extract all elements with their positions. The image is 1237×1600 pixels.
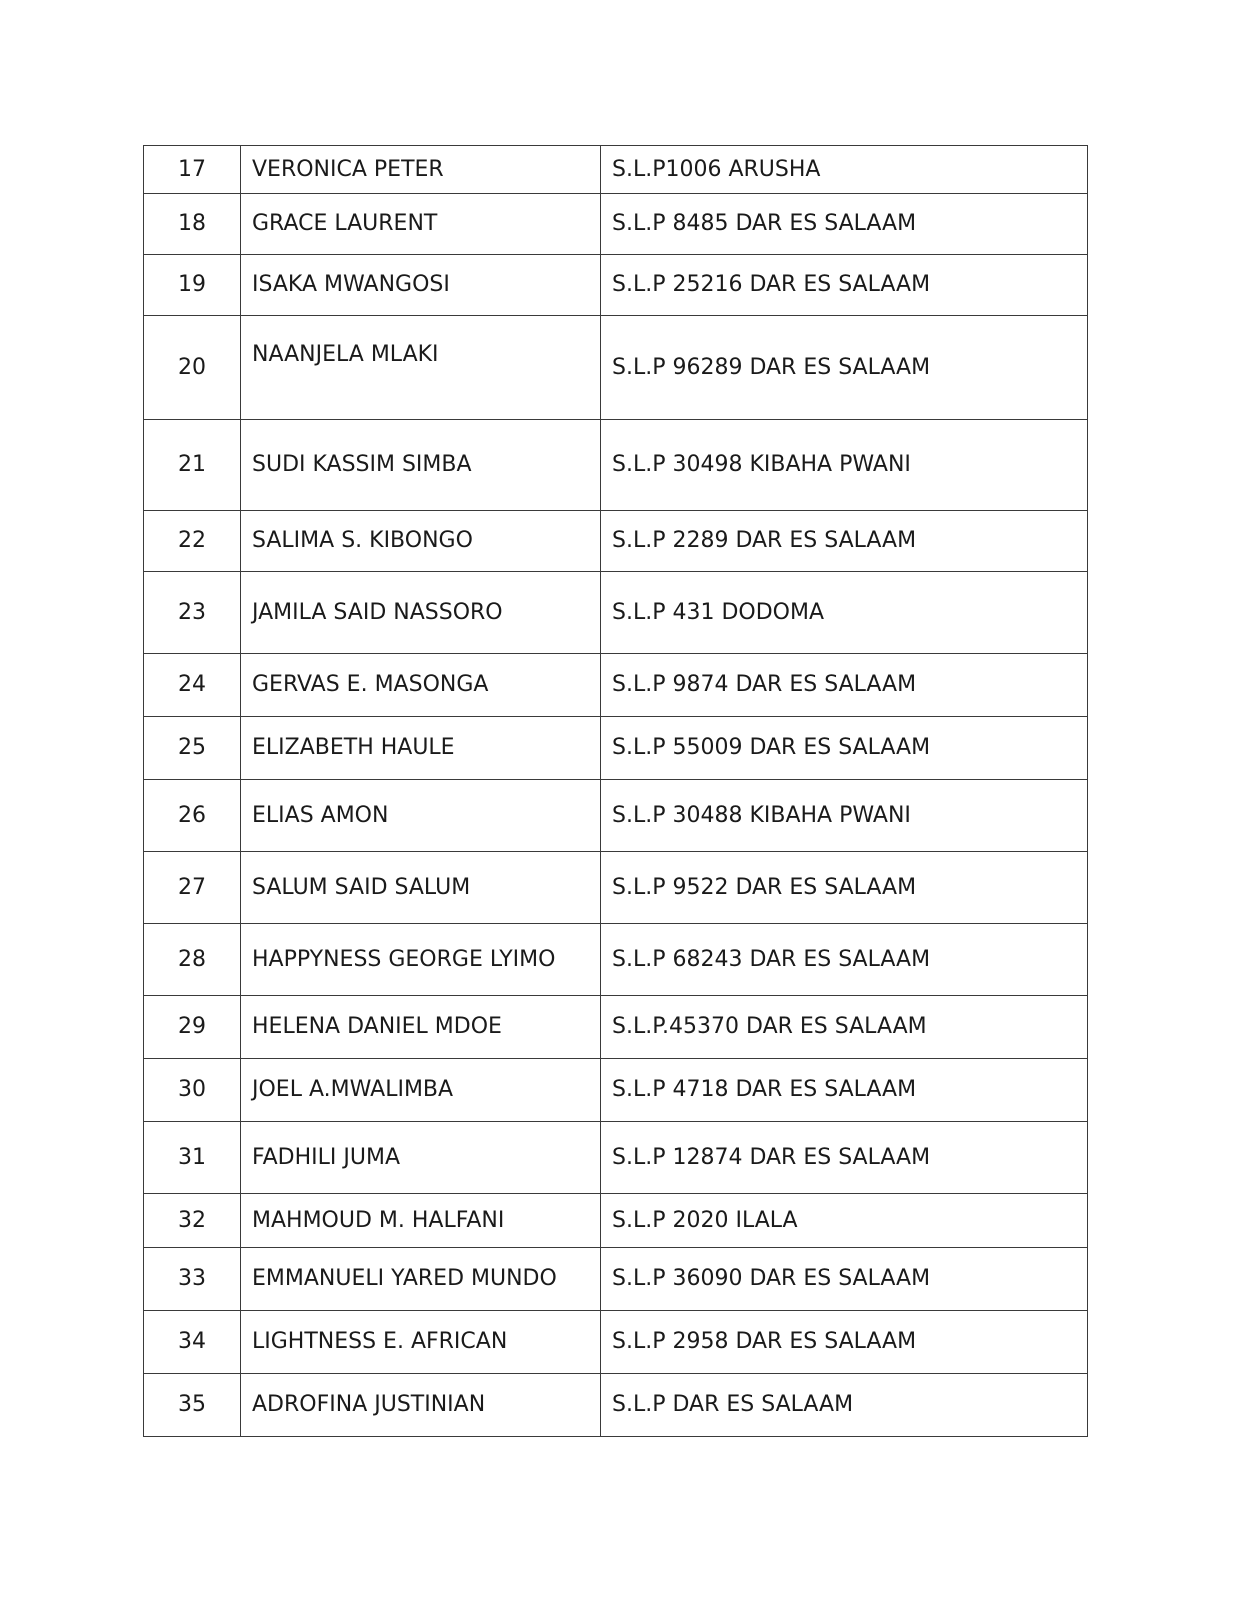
row-number: 30 [144, 1059, 241, 1122]
postal-address: S.L.P 55009 DAR ES SALAAM [601, 717, 1088, 780]
table-row [144, 146, 1088, 194]
row-number: 19 [144, 255, 241, 316]
row-number: 32 [144, 1194, 241, 1248]
row-number: 27 [144, 852, 241, 924]
person-name: MAHMOUD M. HALFANI [241, 1194, 601, 1248]
row-number: 33 [144, 1248, 241, 1311]
table-row [144, 1194, 1088, 1248]
row-number: 21 [144, 420, 241, 511]
postal-address: S.L.P 96289 DAR ES SALAAM [601, 316, 1088, 420]
postal-address: S.L.P 30498 KIBAHA PWANI [601, 420, 1088, 511]
table-row [144, 1311, 1088, 1374]
person-name: JAMILA SAID NASSORO [241, 572, 601, 654]
table-row [144, 255, 1088, 316]
table-row [144, 316, 1088, 420]
person-name: SUDI KASSIM SIMBA [241, 420, 601, 511]
table-row [144, 852, 1088, 924]
person-name: VERONICA PETER [241, 146, 601, 194]
person-name: LIGHTNESS E. AFRICAN [241, 1311, 601, 1374]
postal-address: S.L.P.45370 DAR ES SALAAM [601, 996, 1088, 1059]
row-number: 17 [144, 146, 241, 194]
postal-address: S.L.P 30488 KIBAHA PWANI [601, 780, 1088, 852]
table-row [144, 194, 1088, 255]
table-row [144, 572, 1088, 654]
row-number: 26 [144, 780, 241, 852]
person-name: EMMANUELI YARED MUNDO [241, 1248, 601, 1311]
person-name: SALUM SAID SALUM [241, 852, 601, 924]
postal-address: S.L.P 8485 DAR ES SALAAM [601, 194, 1088, 255]
person-name: SALIMA S. KIBONGO [241, 511, 601, 572]
row-number: 35 [144, 1374, 241, 1437]
person-name: HELENA DANIEL MDOE [241, 996, 601, 1059]
person-name: ISAKA MWANGOSI [241, 255, 601, 316]
postal-address: S.L.P 25216 DAR ES SALAAM [601, 255, 1088, 316]
table-row [144, 1122, 1088, 1194]
table-row [144, 1248, 1088, 1311]
person-name: FADHILI JUMA [241, 1122, 601, 1194]
person-name: GRACE LAURENT [241, 194, 601, 255]
row-number: 22 [144, 511, 241, 572]
person-name: HAPPYNESS GEORGE LYIMO [241, 924, 601, 996]
person-name: NAANJELA MLAKI [241, 316, 601, 420]
postal-address: S.L.P 2289 DAR ES SALAAM [601, 511, 1088, 572]
postal-address: S.L.P 2958 DAR ES SALAAM [601, 1311, 1088, 1374]
row-number: 29 [144, 996, 241, 1059]
postal-address: S.L.P 9874 DAR ES SALAAM [601, 654, 1088, 717]
table-row [144, 780, 1088, 852]
table-row [144, 717, 1088, 780]
postal-address: S.L.P 12874 DAR ES SALAAM [601, 1122, 1088, 1194]
postal-address: S.L.P 4718 DAR ES SALAAM [601, 1059, 1088, 1122]
person-name: GERVAS E. MASONGA [241, 654, 601, 717]
row-number: 18 [144, 194, 241, 255]
postal-address: S.L.P 68243 DAR ES SALAAM [601, 924, 1088, 996]
row-number: 31 [144, 1122, 241, 1194]
address-table [143, 145, 1088, 1437]
table-row [144, 420, 1088, 511]
postal-address: S.L.P 431 DODOMA [601, 572, 1088, 654]
postal-address: S.L.P 36090 DAR ES SALAAM [601, 1248, 1088, 1311]
row-number: 20 [144, 316, 241, 420]
table-row [144, 924, 1088, 996]
table-row [144, 1374, 1088, 1437]
postal-address: S.L.P DAR ES SALAAM [601, 1374, 1088, 1437]
postal-address: S.L.P 9522 DAR ES SALAAM [601, 852, 1088, 924]
postal-address: S.L.P1006 ARUSHA [601, 146, 1088, 194]
row-number: 23 [144, 572, 241, 654]
table-row [144, 511, 1088, 572]
row-number: 28 [144, 924, 241, 996]
table-row [144, 1059, 1088, 1122]
person-name: JOEL A.MWALIMBA [241, 1059, 601, 1122]
person-name: ELIAS AMON [241, 780, 601, 852]
row-number: 34 [144, 1311, 241, 1374]
row-number: 25 [144, 717, 241, 780]
person-name: ELIZABETH HAULE [241, 717, 601, 780]
person-name: ADROFINA JUSTINIAN [241, 1374, 601, 1437]
row-number: 24 [144, 654, 241, 717]
postal-address: S.L.P 2020 ILALA [601, 1194, 1088, 1248]
table-row [144, 996, 1088, 1059]
table-row [144, 654, 1088, 717]
